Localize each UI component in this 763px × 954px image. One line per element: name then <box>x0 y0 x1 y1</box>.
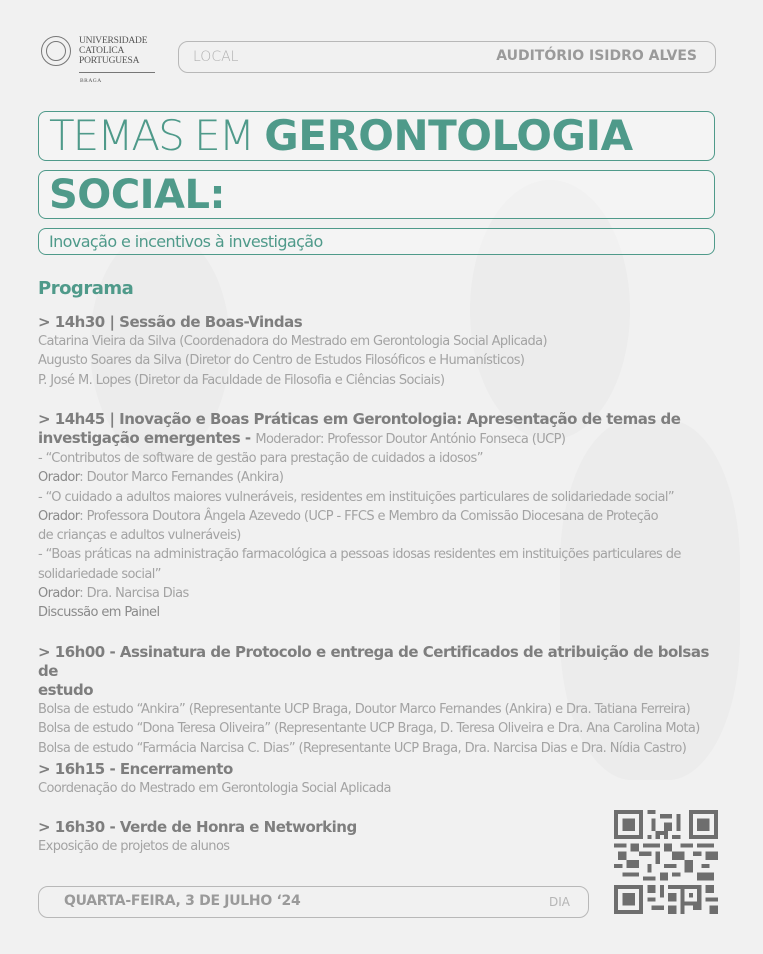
heading-part: investigação emergentes - <box>38 429 256 447</box>
subtitle: Inovação e incentivos à investigação <box>49 232 323 251</box>
session-heading: > 14h45 | Inovação e Boas Práticas em Gerontologia: Apresentação de temas de <box>38 410 681 428</box>
talk-title: - “Contributos de software de gestão para prestação de cuidados a idosos” <box>38 451 483 466</box>
page-title-line-1 <box>49 113 633 159</box>
university-logo <box>41 36 159 86</box>
logo-city: BRAGA <box>80 78 102 84</box>
logo-line: CATOLICA <box>79 46 125 56</box>
session-heading-cont: estudo <box>38 681 93 699</box>
background-figure <box>470 180 630 440</box>
scholarship-line: Bolsa de estudo “Farmácia Narcisa C. Dias” (Representante UCP Braga, Dra. Narcisa Dias e Dra. Nídia Castro) <box>38 740 687 756</box>
location-label: LOCAL <box>193 49 239 65</box>
speaker <box>38 584 728 603</box>
session-line: Augusto Soares da Silva (Diretor do Centro de Estudos Filosóficos e Humanísticos) <box>38 353 525 369</box>
session-line: Catarina Vieira da Silva (Coordenadora do Mestrado em Gerontologia Social Aplicada) <box>38 334 547 349</box>
moderator: Moderador: Professor Doutor António Fonseca (UCP) <box>255 432 566 447</box>
date-label: DIA <box>549 895 570 909</box>
logo-line: UNIVERSIDADE <box>79 36 148 46</box>
session-1445 <box>38 410 728 623</box>
speaker-cont: de crianças e adultos vulneráveis) <box>38 528 241 544</box>
speaker <box>38 468 728 487</box>
speaker-label: Orador <box>38 470 80 486</box>
location-field <box>178 41 716 73</box>
session-heading: > 16h30 - Verde de Honra e Networking <box>38 818 357 836</box>
session-line: Exposição de projetos de alunos <box>38 839 230 854</box>
session-1430 <box>38 313 728 390</box>
speaker-label: Orador <box>38 586 80 602</box>
speaker-name: : Dra. Narcisa Dias <box>79 586 189 602</box>
speaker-name: : Professora Doutora Ângela Azevedo (UCP - FFCS e Membro da Comissão Diocesana de Proteção <box>79 508 658 524</box>
panel-discussion: Discussão em Painel <box>38 605 160 621</box>
talk-title: - “O cuidado a adultos maiores vulneráveis, residentes em instituições particulares de solidariedade social” <box>38 489 675 505</box>
date-value: QUARTA-FEIRA, 3 DE JULHO ‘24 <box>64 893 301 909</box>
title-box-2 <box>38 170 715 219</box>
university-seal-icon <box>41 36 71 66</box>
session-heading: > 16h15 - Encerramento <box>38 760 233 778</box>
page-title-line-2: SOCIAL: <box>49 172 225 218</box>
speaker <box>38 507 728 526</box>
subtitle-box <box>38 228 715 255</box>
scholarship-line: Bolsa de estudo “Ankira” (Representante UCP Braga, Doutor Marco Fernandes (Ankira) e Dra. Tatiana Ferreira) <box>38 702 691 717</box>
talk-title-cont: solidariedade social” <box>38 566 161 582</box>
logo-divider <box>79 72 155 73</box>
qr-code-icon[interactable] <box>614 810 718 914</box>
speaker-label: Orador <box>38 508 80 524</box>
talk-title: - “Boas práticas na administração farmacológica a pessoas idosas residentes em instituições particulares de <box>38 547 681 563</box>
scholarship-line: Bolsa de estudo “Dona Teresa Oliveira” (Representante UCP Braga, D. Teresa Oliveira e Dra. Ana Carolina Mota) <box>38 721 700 737</box>
program-heading: Programa <box>38 278 134 299</box>
session-heading: > 16h00 - Assinatura de Protocolo e entrega de Certificados de atribuição de bolsas de <box>38 643 709 680</box>
location-value: AUDITÓRIO ISIDRO ALVES <box>496 48 697 64</box>
university-name <box>79 36 147 66</box>
session-heading-cont <box>38 429 728 449</box>
session-line: Coordenação do Mestrado em Gerontologia Social Aplicada <box>38 781 391 796</box>
session-1600 <box>38 643 728 758</box>
speaker-name: : Doutor Marco Fernandes (Ankira) <box>79 470 284 486</box>
title-bold: GERONTOLOGIA <box>264 111 633 160</box>
session-line: P. José M. Lopes (Diretor da Faculdade de Filosofia e Ciências Sociais) <box>38 372 445 388</box>
title-light: TEMAS EM <box>49 111 265 160</box>
date-field <box>38 886 589 918</box>
session-heading: > 14h30 | Sessão de Boas-Vindas <box>38 313 303 331</box>
title-box-1 <box>38 111 715 161</box>
session-1615 <box>38 760 728 798</box>
logo-line: PORTUGUESA <box>79 56 140 66</box>
